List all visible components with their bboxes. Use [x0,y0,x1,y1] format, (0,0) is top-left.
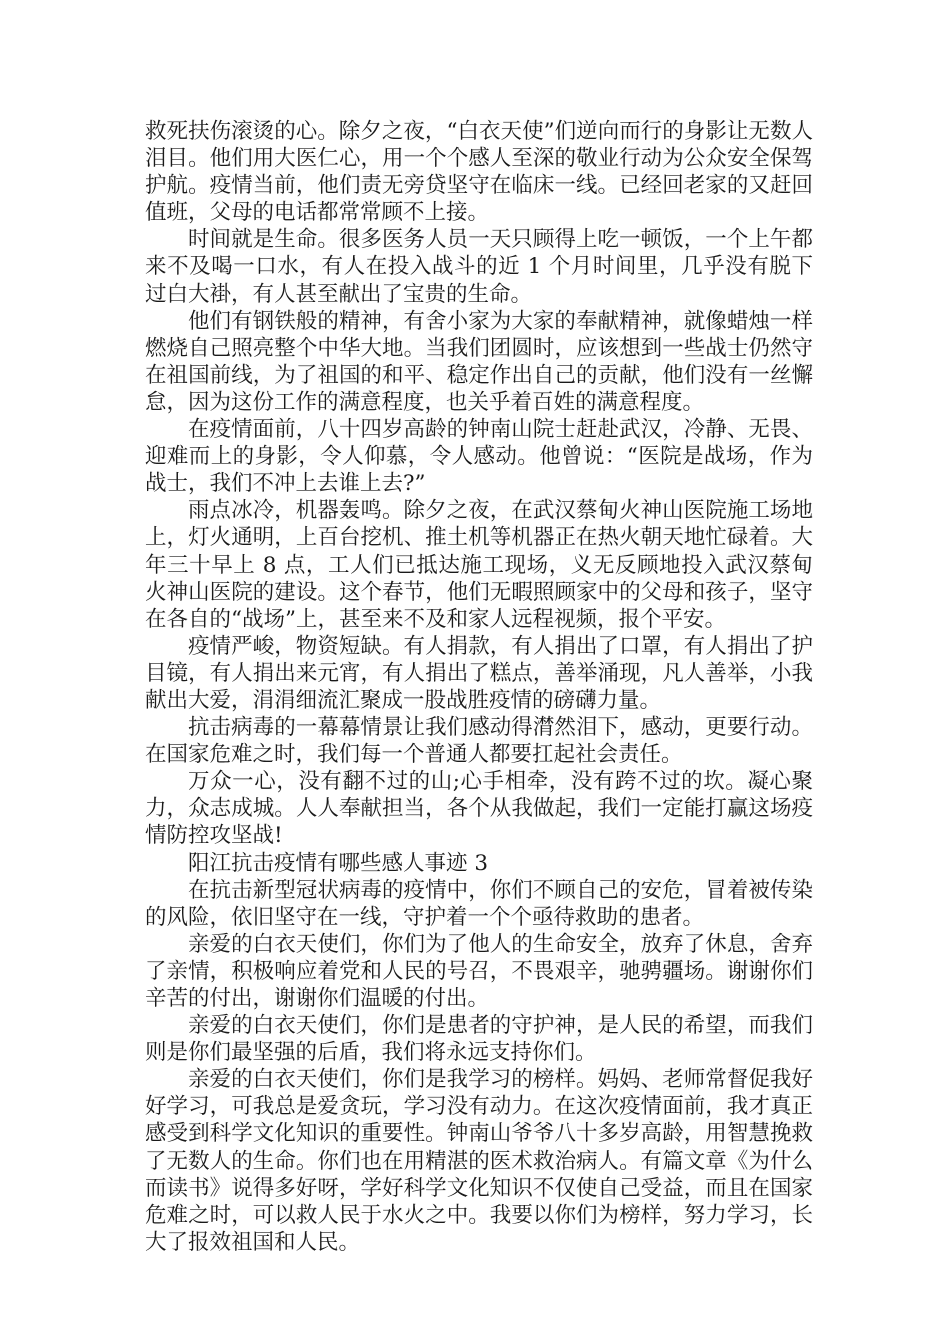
section-heading: 阳江抗击疫情有哪些感人事迹 3 [188,850,489,876]
paragraph-12: 亲爱的白衣天使们，你们是患者的守护神，是人民的希望，而我们则是你们最坚强的后盾，我们将永远支持你们。 [145,1013,813,1066]
paragraph-2: 时间就是生命。很多医务人员一天只顾得上吃一顿饭，一个上午都来不及喝一口水，有人在投入战斗的近 1 个月时间里，几乎没有脱下过白大褂，有人甚至献出了宝贵的生命。 [145,227,813,307]
paragraph-3: 他们有钢铁般的精神，有舍小家为大家的奉献精神，就像蜡烛一样燃烧自己照亮整个中华大地。当我们团圆时，应该想到一些战士仍然守在祖国前线，为了祖国的和平、稳定作出自己的贡献，他们没有一丝懈怠，因为这份工作的满意程度，也关乎着百姓的满意程度。 [145,308,813,415]
paragraph-1: 救死扶伤滚烫的心。除夕之夜，“白衣天使”们逆向而行的身影让无数人泪目。他们用大医仁心，用一个个感人至深的敬业行动为公众安全保驾护航。疫情当前，他们责无旁贷坚守在临床一线。已经回老家的又赶回值班，父母的电话都常常顾不上接。 [145,119,813,226]
paragraph-13: 亲爱的白衣天使们，你们是我学习的榜样。妈妈、老师常督促我好好学习，可我总是爱贪玩，学习没有动力。在这次疫情面前，我才真正感受到科学文化知识的重要性。钟南山爷爷八十多岁高龄，用智慧挽救了无数人的生命。你们也在用精湛的医术救治病人。有篇文章《为什么而读书》说得多好呀，学好科学文化知识不仅使自己受益，而且在国家危难之时，可以救人民于水火之中。我要以你们为榜样，努力学习，长大了报效祖国和人民。 [145,1067,813,1255]
paragraph-6: 疫情严峻，物资短缺。有人捐款，有人捐出了口罩，有人捐出了护目镜，有人捐出来元宵，有人捐出了糕点，善举涌现，凡人善举，小我献出大爱，涓涓细流汇聚成一股战胜疫情的磅礴力量。 [145,633,813,713]
paragraph-5: 雨点冰冷，机器轰鸣。除夕之夜，在武汉蔡甸火神山医院施工场地上，灯火通明，上百台挖机、推土机等机器正在热火朝天地忙碌着。大年三十早上 8 点，工人们已抵达施工现场，义无反顾地投入武汉蔡甸火神山医院的建设。这个春节，他们无暇照顾家中的父母和孩子，坚守在各自的“战场”上，甚至来不及和家人远程视频，报个平安。 [145,498,813,632]
paragraph-8: 万众一心，没有翻不过的山;心手相牵，没有跨不过的坎。凝心聚力，众志成城。人人奉献担当，各个从我做起，我们一定能打赢这场疫情防控攻坚战! [145,769,813,849]
paragraph-10: 在抗击新型冠状病毒的疫情中，你们不顾自己的安危，冒着被传染的风险，依旧坚守在一线，守护着一个个亟待救助的患者。 [145,877,813,930]
paragraph-7: 抗击病毒的一幕幕情景让我们感动得潸然泪下，感动，更要行动。在国家危难之时，我们每一个普通人都要扛起社会责任。 [145,715,813,768]
paragraph-4: 在疫情面前，八十四岁高龄的钟南山院士赶赴武汉，冷静、无畏、迎难而上的身影，令人仰慕，令人感动。他曾说：“医院是战场，作为战士，我们不冲上去谁上去?” [145,417,813,497]
document-body [145,118,813,1256]
paragraph-11: 亲爱的白衣天使们，你们为了他人的生命安全，放弃了休息，舍弃了亲情，积极响应着党和人民的号召，不畏艰辛，驰骋疆场。谢谢你们辛苦的付出，谢谢你们温暖的付出。 [145,931,813,1011]
